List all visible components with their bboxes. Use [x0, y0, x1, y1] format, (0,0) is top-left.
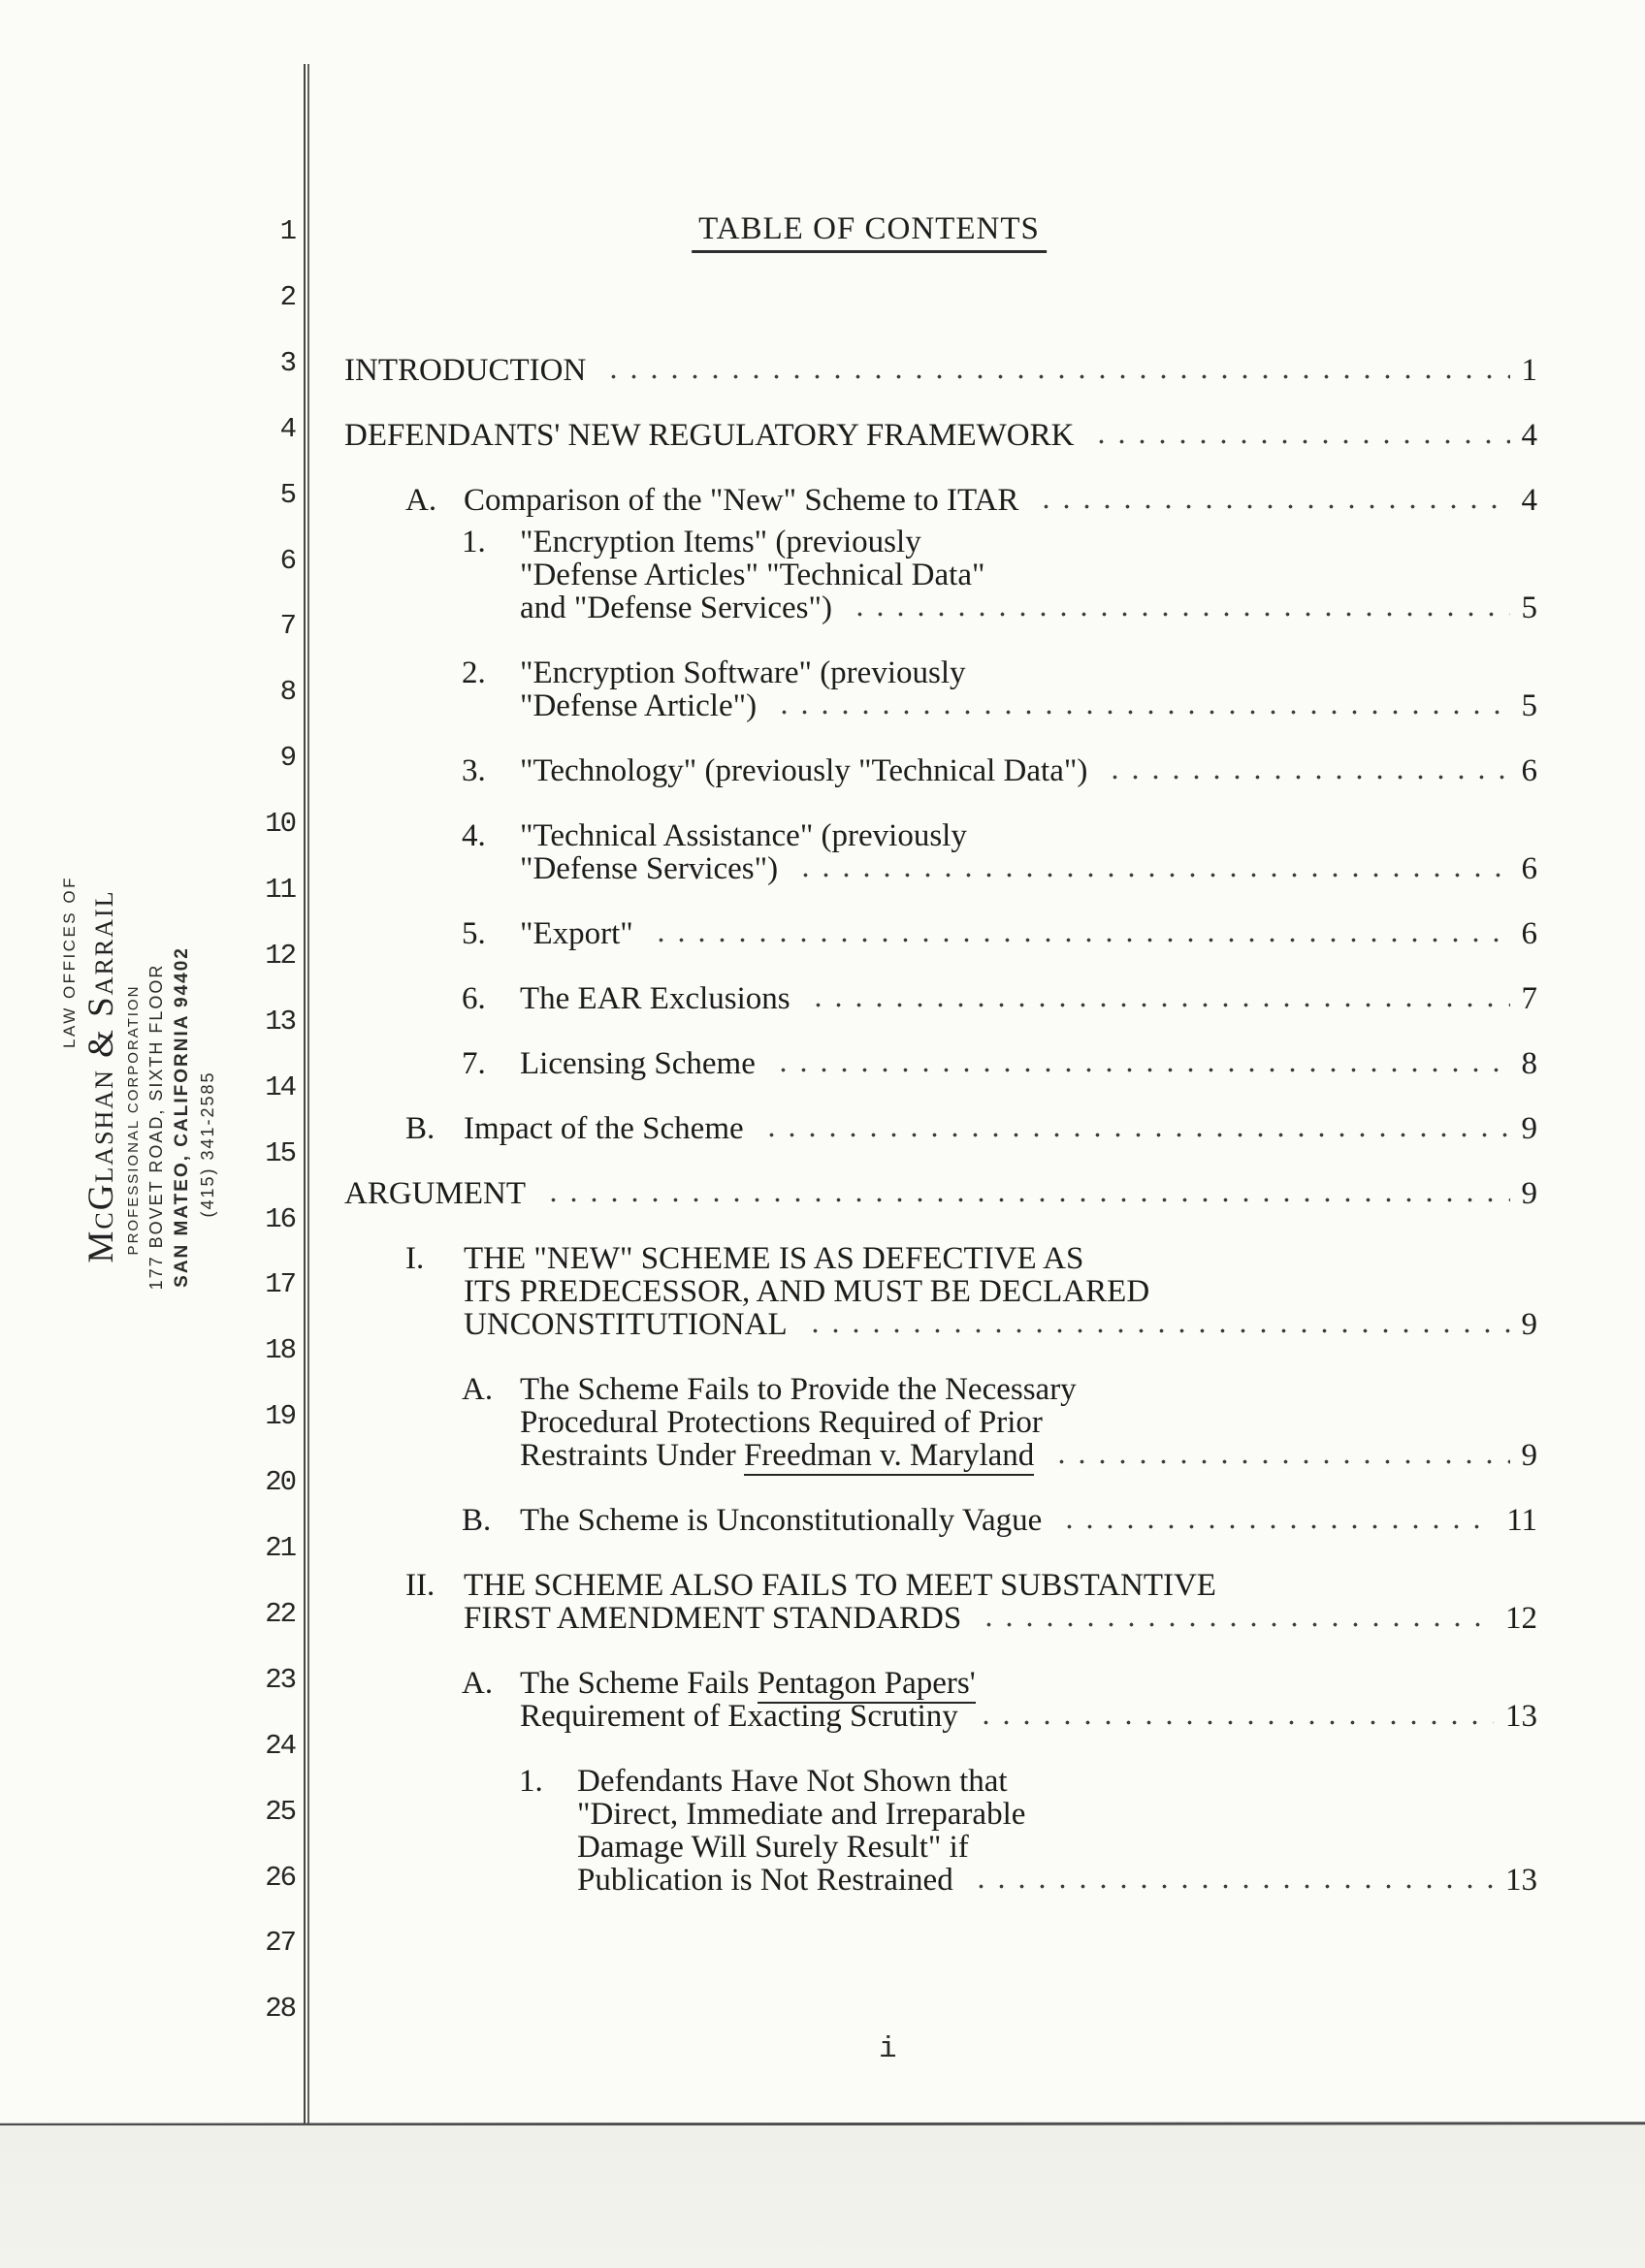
toc-page-number: 13	[1505, 1863, 1537, 1898]
line-number: 28	[265, 1993, 295, 2026]
toc-entry-text: FIRST AMENDMENT STANDARDS	[464, 1601, 962, 1636]
dot-leader	[543, 1198, 1510, 1202]
toc-entry-label: 5.	[462, 916, 486, 951]
line-number: 4	[279, 412, 295, 445]
line-number: 17	[265, 1268, 295, 1301]
toc-page-number: 7	[1521, 981, 1537, 1016]
toc-entry-text: The Scheme Fails Pentagon Papers'	[520, 1667, 1537, 1700]
toc-entry-text: and "Defense Services")	[520, 591, 832, 625]
dot-leader	[1059, 1524, 1495, 1529]
underlined-case-name: Pentagon Papers'	[758, 1666, 976, 1704]
toc-entry-label: B.	[405, 1111, 435, 1146]
toc-entry-text: THE SCHEME ALSO FAILS TO MEET SUBSTANTIVE	[464, 1568, 1216, 1603]
toc-entry-label: A.	[405, 483, 437, 518]
toc-entry-text: "Export"	[520, 916, 633, 951]
line-number: 14	[265, 1070, 295, 1103]
letterhead-phone-number: (415) 341-2585	[198, 1070, 217, 1218]
letterhead-law-offices-of: LAW OFFICES OF	[60, 876, 79, 1048]
line-number: 22	[265, 1597, 295, 1630]
letterhead-professional-corporation: PROFESSIONAL CORPORATION	[125, 984, 142, 1256]
toc-entry-text: "Encryption Items" (previously	[520, 525, 921, 559]
toc-entry	[344, 354, 1537, 387]
dot-leader	[761, 1133, 1510, 1137]
toc-entry-text: "Technology" (previously "Technical Data")	[520, 753, 1088, 788]
toc-entry-label: 3.	[462, 753, 486, 788]
toc-page-number: 5	[1521, 688, 1537, 723]
toc-entry-label: A.	[462, 1666, 494, 1701]
toc-page-number: 13	[1505, 1699, 1537, 1734]
toc-entry	[519, 1764, 1537, 1898]
toc-entry-text: Publication is Not Restrained	[577, 1863, 953, 1898]
line-number: 25	[265, 1795, 295, 1828]
toc-page-number: 12	[1505, 1601, 1537, 1636]
scanner-background	[0, 2125, 1645, 2268]
toc-entry	[462, 525, 1537, 625]
dot-leader	[971, 1884, 1494, 1889]
letterhead-city-state-zip: SAN MATEO, CALIFORNIA 94402	[172, 946, 192, 1288]
toc-entry-text: The EAR Exclusions	[520, 981, 790, 1016]
dot-leader	[805, 1328, 1510, 1333]
toc-page-number: 9	[1521, 1438, 1537, 1473]
dot-leader	[795, 873, 1509, 878]
line-number: 10	[265, 808, 295, 841]
line-number: 26	[265, 1861, 295, 1894]
line-number: 23	[265, 1663, 295, 1696]
toc-page-number: 9	[1521, 1176, 1537, 1211]
toc-entry-label: 2.	[462, 655, 486, 690]
line-number: 19	[265, 1400, 295, 1433]
toc-entries	[0, 354, 1645, 1897]
page-number-folio: i	[879, 2032, 897, 2066]
dot-leader	[1051, 1459, 1509, 1464]
toc-entry-label: 1.	[462, 525, 486, 559]
line-number: 13	[265, 1005, 295, 1038]
toc-entry-text: Defendants Have Not Shown that	[577, 1764, 1008, 1799]
dot-leader	[808, 1003, 1510, 1007]
toc-entry	[405, 483, 1537, 518]
line-number: 2	[279, 280, 295, 313]
dot-leader	[1105, 775, 1509, 780]
toc-entry-text: DEFENDANTS' NEW REGULATORY FRAMEWORK	[344, 418, 1075, 453]
toc-entry	[405, 1111, 1537, 1146]
dot-leader	[774, 710, 1509, 715]
toc-entry-label: B.	[462, 1503, 492, 1538]
toc-page-number: 4	[1521, 418, 1537, 453]
toc-entry-text: Licensing Scheme	[520, 1046, 756, 1081]
dot-leader	[979, 1622, 1494, 1627]
toc-entry-text: Comparison of the "New" Scheme to ITAR	[464, 483, 1019, 518]
toc-entry-text: "Encryption Software" (previously	[520, 655, 966, 690]
line-number: 21	[265, 1532, 295, 1564]
toc-entry	[462, 981, 1537, 1016]
toc-entry-text: Requirement of Exacting Scrutiny	[520, 1699, 958, 1734]
line-number: 3	[279, 346, 295, 379]
toc-entry	[462, 818, 1537, 886]
toc-entry-label: I.	[405, 1241, 425, 1276]
toc-entry-text: Impact of the Scheme	[464, 1111, 744, 1146]
toc-entry-text: "Direct, Immediate and Irreparable	[577, 1797, 1026, 1832]
toc-entry	[462, 1503, 1537, 1538]
toc-entry	[462, 916, 1537, 951]
dot-leader	[850, 612, 1510, 617]
toc-entry-text: Damage Will Surely Result" if	[577, 1830, 969, 1865]
letterhead-firm-name: McGlashan & Sarrail	[81, 889, 121, 1263]
page-title: TABLE OF CONTENTS	[692, 211, 1047, 253]
toc-entry	[405, 1568, 1537, 1636]
toc-entry-text: "Defense Services")	[520, 851, 779, 886]
line-number: 15	[265, 1136, 295, 1169]
toc-page-number: 9	[1521, 1111, 1537, 1146]
line-number: 12	[265, 939, 295, 972]
toc-entry-text: "Defense Article")	[520, 688, 758, 723]
toc-page-number: 8	[1521, 1046, 1537, 1081]
toc-entry	[462, 1372, 1537, 1473]
toc-entry-text: UNCONSTITUTIONAL	[464, 1307, 788, 1342]
toc-page-number: 6	[1521, 851, 1537, 886]
toc-entry-text: Restraints Under Freedman v. Maryland	[520, 1439, 1034, 1472]
toc-page-number: 1	[1521, 353, 1537, 388]
toc-entry-text: THE "NEW" SCHEME IS AS DEFECTIVE AS	[464, 1241, 1084, 1276]
toc-entry	[462, 1666, 1537, 1734]
toc-entry-text: INTRODUCTION	[344, 353, 587, 388]
line-number: 27	[265, 1927, 295, 1960]
line-number: 7	[279, 610, 295, 643]
dot-leader	[651, 938, 1510, 942]
toc-entry-text: The Scheme is Unconstitutionally Vague	[520, 1503, 1043, 1538]
toc-entry-text: ARGUMENT	[344, 1176, 526, 1211]
letterhead-street-address: 177 BOVET ROAD, SIXTH FLOOR	[146, 963, 166, 1291]
line-number: 16	[265, 1202, 295, 1235]
toc-entry-text: The Scheme Fails to Provide the Necessary	[520, 1372, 1077, 1407]
line-number: 8	[279, 676, 295, 709]
toc-page-number: 6	[1521, 753, 1537, 788]
toc-entry	[462, 1046, 1537, 1081]
toc-entry-label: A.	[462, 1372, 494, 1407]
underlined-case-name: Freedman v. Maryland	[744, 1438, 1034, 1476]
line-number: 5	[279, 478, 295, 511]
line-number: 11	[265, 874, 295, 906]
toc-page-number: 11	[1506, 1503, 1537, 1538]
toc-entry-label: 1.	[519, 1764, 543, 1799]
toc-page-number: 4	[1521, 483, 1537, 518]
toc-entry-text: ITS PREDECESSOR, AND MUST BE DECLARED	[464, 1274, 1150, 1309]
line-number: 20	[265, 1466, 295, 1499]
dot-leader	[1091, 439, 1509, 444]
toc-entry	[462, 753, 1537, 788]
toc-entry-text: "Defense Articles" "Technical Data"	[520, 558, 985, 592]
toc-entry	[344, 1177, 1537, 1210]
toc-entry-text: Procedural Protections Required of Prior	[520, 1405, 1043, 1440]
toc-page-number: 9	[1521, 1307, 1537, 1342]
line-number: 24	[265, 1729, 295, 1762]
line-number: 18	[265, 1334, 295, 1367]
toc-entry	[462, 655, 1537, 723]
line-number: 1	[279, 215, 295, 247]
toc-entry-label: 6.	[462, 981, 486, 1016]
toc-entry-label: 7.	[462, 1046, 486, 1081]
dot-leader	[603, 374, 1509, 379]
dot-leader	[976, 1720, 1494, 1725]
toc-entry-text: "Technical Assistance" (previously	[520, 818, 967, 853]
line-number: 6	[279, 544, 295, 577]
toc-entry	[344, 419, 1537, 452]
toc-page-number: 6	[1521, 916, 1537, 951]
toc-entry-label: 4.	[462, 818, 486, 853]
line-number: 9	[279, 742, 295, 775]
dot-leader	[773, 1068, 1510, 1072]
toc-page-number: 5	[1521, 591, 1537, 625]
dot-leader	[1036, 504, 1509, 509]
toc-entry-label: II.	[405, 1568, 435, 1603]
toc-entry	[405, 1241, 1537, 1342]
